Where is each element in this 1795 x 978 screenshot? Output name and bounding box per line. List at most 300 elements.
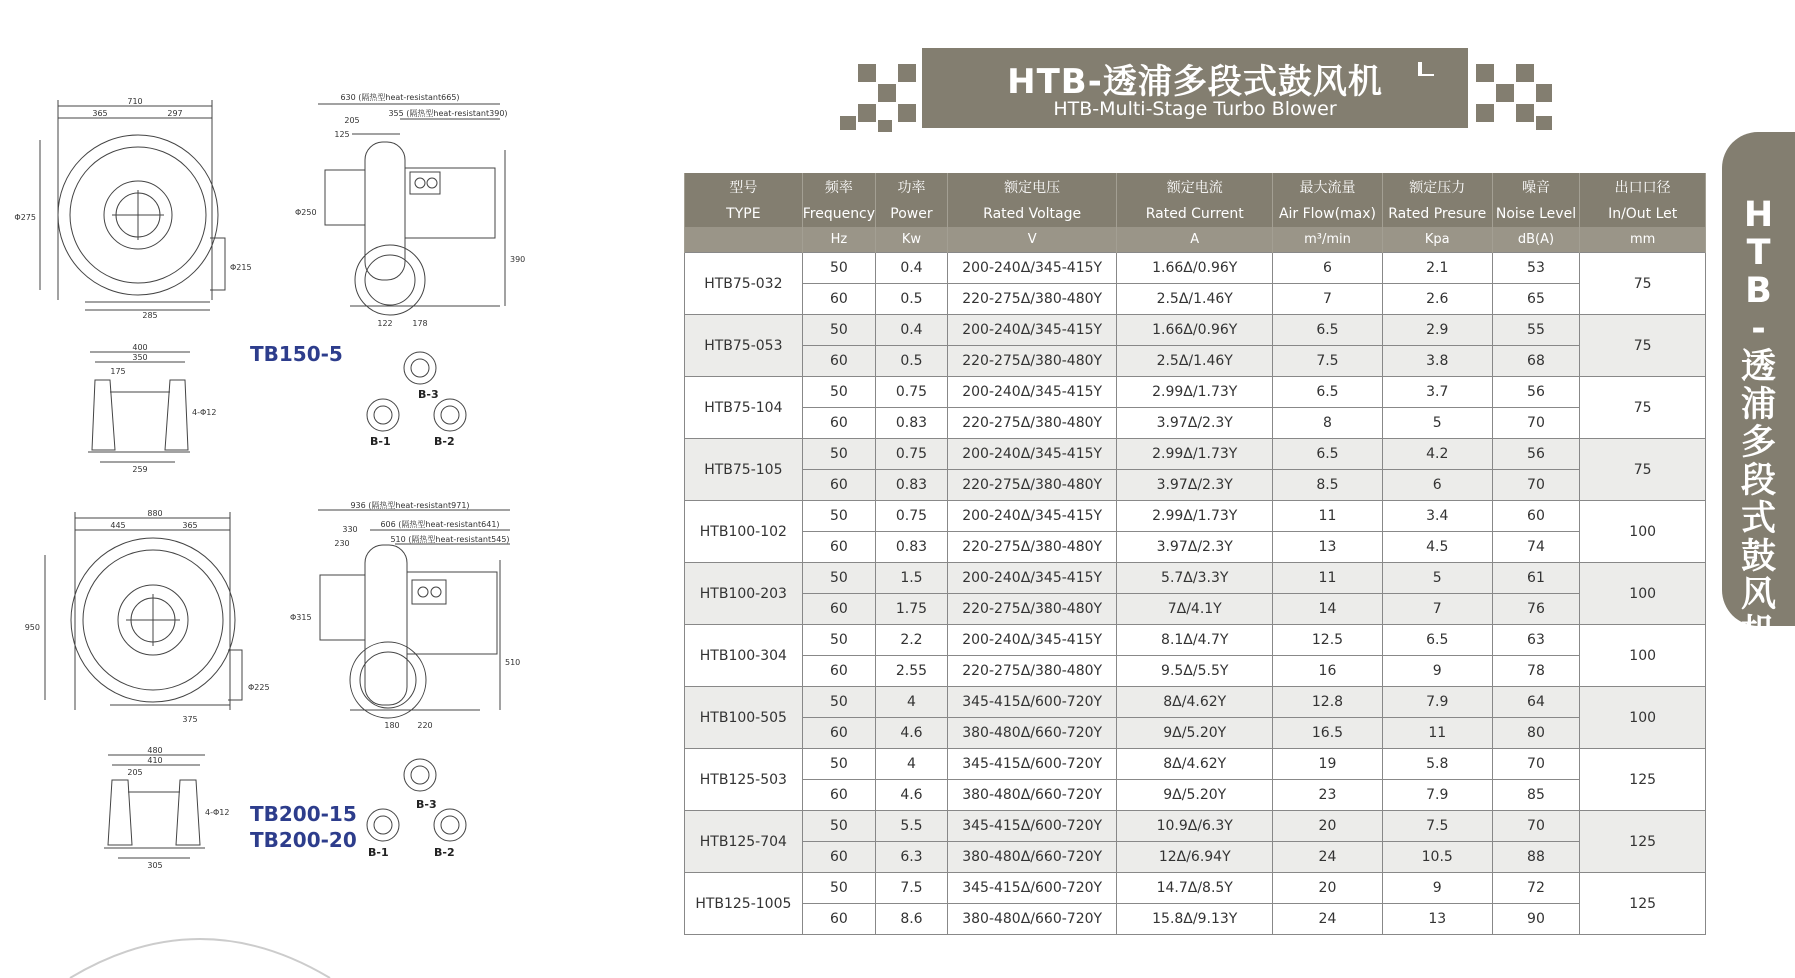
spec-cell-flow: 6.5 xyxy=(1273,377,1383,408)
model-type-cell: HTB100-304 xyxy=(685,625,803,687)
spec-cell-v: 220-275Δ/380-480Y xyxy=(947,470,1117,501)
dim-label: 297 xyxy=(167,109,183,118)
dim-label: 365 xyxy=(182,521,198,530)
spec-cell-db: 55 xyxy=(1492,315,1580,346)
spec-cell-a: 2.99Δ/1.73Y xyxy=(1117,501,1273,532)
spec-cell-hz: 60 xyxy=(802,656,875,687)
spec-cell-kw: 0.83 xyxy=(876,470,948,501)
spec-cell-kw: 0.4 xyxy=(876,315,948,346)
spec-cell-hz: 60 xyxy=(802,408,875,439)
outlet-cell: 125 xyxy=(1580,873,1706,935)
spec-cell-v: 200-240Δ/345-415Y xyxy=(947,563,1117,594)
spec-cell-kpa: 11 xyxy=(1382,718,1492,749)
spec-cell-a: 2.99Δ/1.73Y xyxy=(1117,377,1273,408)
spec-cell-a: 9Δ/5.20Y xyxy=(1117,718,1273,749)
orientation-b2-label: B-2 xyxy=(434,435,455,448)
table-row xyxy=(685,811,1706,842)
column-header: Frequency xyxy=(802,200,875,227)
table-row xyxy=(685,408,1706,439)
dim-label: 4-Φ12 xyxy=(192,408,217,417)
spec-cell-kw: 0.75 xyxy=(876,439,948,470)
spec-cell-kpa: 7.9 xyxy=(1382,687,1492,718)
spec-cell-flow: 11 xyxy=(1273,501,1383,532)
header-row xyxy=(685,200,1706,227)
dim-label: 365 xyxy=(92,109,108,118)
page-title: HTB-透浦多段式鼓风机 xyxy=(1007,62,1383,102)
table-row xyxy=(685,563,1706,594)
side-tab xyxy=(1722,132,1795,653)
spec-cell-v: 345-415Δ/600-720Y xyxy=(947,687,1117,718)
dim-label: 710 xyxy=(127,97,143,106)
column-header: Noise Level xyxy=(1492,200,1580,227)
tb200-front-view xyxy=(104,755,205,858)
spec-cell-db: 53 xyxy=(1492,253,1580,284)
column-header: 功率 xyxy=(876,173,948,200)
tb150-volute-view xyxy=(40,100,225,310)
model-label-tb200-15: TB200-15 xyxy=(250,802,357,826)
spec-cell-db: 78 xyxy=(1492,656,1580,687)
spec-cell-flow: 23 xyxy=(1273,780,1383,811)
side-tab-char: 风 xyxy=(1740,575,1776,615)
table-row xyxy=(685,346,1706,377)
table-row xyxy=(685,625,1706,656)
model-type-cell: HTB100-505 xyxy=(685,687,803,749)
dim-label: 510 xyxy=(505,658,521,667)
spec-cell-flow: 20 xyxy=(1273,873,1383,904)
column-header: A xyxy=(1117,227,1273,253)
orientation-b3-label: B-3 xyxy=(416,798,437,811)
spec-cell-hz: 60 xyxy=(802,532,875,563)
spec-cell-a: 15.8Δ/9.13Y xyxy=(1117,904,1273,935)
table-row xyxy=(685,470,1706,501)
dim-label: 305 xyxy=(147,861,163,870)
spec-cell-db: 72 xyxy=(1492,873,1580,904)
spec-cell-db: 70 xyxy=(1492,749,1580,780)
orientation-b1-label: B-1 xyxy=(370,435,391,448)
spec-cell-v: 380-480Δ/660-720Y xyxy=(947,780,1117,811)
technical-drawings xyxy=(0,0,640,978)
dim-label: 230 xyxy=(334,539,350,548)
spec-cell-kpa: 6.5 xyxy=(1382,625,1492,656)
spec-cell-a: 2.5Δ/1.46Y xyxy=(1117,346,1273,377)
spec-cell-flow: 8 xyxy=(1273,408,1383,439)
dim-label: 375 xyxy=(182,715,198,724)
spec-cell-v: 220-275Δ/380-480Y xyxy=(947,284,1117,315)
header-row xyxy=(685,173,1706,200)
spec-cell-db: 60 xyxy=(1492,501,1580,532)
side-tab-char: 浦 xyxy=(1740,385,1776,425)
spec-cell-flow: 16.5 xyxy=(1273,718,1383,749)
spec-cell-a: 8Δ/4.62Y xyxy=(1117,687,1273,718)
spec-cell-flow: 8.5 xyxy=(1273,470,1383,501)
orientation-b2-label: B-2 xyxy=(434,846,455,859)
dim-label: 122 xyxy=(377,319,393,328)
table-row xyxy=(685,904,1706,935)
column-header: 出口口径 xyxy=(1580,173,1706,200)
spec-cell-db: 64 xyxy=(1492,687,1580,718)
outlet-cell: 75 xyxy=(1580,377,1706,439)
dim-label: 390 xyxy=(510,255,526,264)
dim-label: 355 (隔热型heat-resistant390) xyxy=(388,109,508,118)
dim-label: 950 xyxy=(24,623,40,632)
spec-cell-hz: 50 xyxy=(802,563,875,594)
side-tab-char: B xyxy=(1745,271,1772,311)
table-row xyxy=(685,253,1706,284)
table-row xyxy=(685,687,1706,718)
model-type-cell: HTB125-503 xyxy=(685,749,803,811)
spec-cell-kpa: 9 xyxy=(1382,656,1492,687)
spec-cell-v: 345-415Δ/600-720Y xyxy=(947,873,1117,904)
table-row xyxy=(685,377,1706,408)
spec-cell-flow: 7.5 xyxy=(1273,346,1383,377)
table-row xyxy=(685,501,1706,532)
table-row xyxy=(685,656,1706,687)
spec-cell-flow: 6.5 xyxy=(1273,315,1383,346)
spec-cell-db: 70 xyxy=(1492,470,1580,501)
side-tab-char: T xyxy=(1746,233,1771,273)
model-type-cell: HTB75-104 xyxy=(685,377,803,439)
table-row xyxy=(685,315,1706,346)
spec-cell-kpa: 2.6 xyxy=(1382,284,1492,315)
spec-cell-flow: 6.5 xyxy=(1273,439,1383,470)
column-header: m³/min xyxy=(1273,227,1383,253)
spec-cell-db: 63 xyxy=(1492,625,1580,656)
spec-cell-a: 7Δ/4.1Y xyxy=(1117,594,1273,625)
dim-label: 175 xyxy=(110,367,126,376)
dim-label: 205 xyxy=(127,768,143,777)
spec-cell-flow: 12.5 xyxy=(1273,625,1383,656)
spec-cell-db: 90 xyxy=(1492,904,1580,935)
tb150-front-view xyxy=(88,352,190,462)
spec-cell-kw: 7.5 xyxy=(876,873,948,904)
outlet-cell: 100 xyxy=(1580,687,1706,749)
spec-cell-kw: 6.3 xyxy=(876,842,948,873)
side-tab-char: 透 xyxy=(1740,347,1776,387)
spec-cell-db: 88 xyxy=(1492,842,1580,873)
column-header: In/Out Let xyxy=(1580,200,1706,227)
dim-label: 178 xyxy=(412,319,428,328)
dim-label: 205 xyxy=(344,116,360,125)
dim-label: 125 xyxy=(334,130,350,139)
spec-cell-v: 200-240Δ/345-415Y xyxy=(947,625,1117,656)
spec-cell-db: 70 xyxy=(1492,811,1580,842)
spec-cell-db: 74 xyxy=(1492,532,1580,563)
spec-cell-v: 345-415Δ/600-720Y xyxy=(947,811,1117,842)
spec-cell-kw: 0.75 xyxy=(876,501,948,532)
spec-cell-a: 12Δ/6.94Y xyxy=(1117,842,1273,873)
spec-cell-kpa: 7 xyxy=(1382,594,1492,625)
spec-cell-kw: 0.83 xyxy=(876,408,948,439)
spec-cell-db: 80 xyxy=(1492,718,1580,749)
dim-label: 400 xyxy=(132,343,148,352)
spec-cell-a: 9.5Δ/5.5Y xyxy=(1117,656,1273,687)
spec-cell-a: 5.7Δ/3.3Y xyxy=(1117,563,1273,594)
spec-cell-kw: 2.2 xyxy=(876,625,948,656)
spec-cell-v: 220-275Δ/380-480Y xyxy=(947,532,1117,563)
dim-label: 510 (隔热型heat-resistant545) xyxy=(390,535,510,544)
spec-cell-a: 2.99Δ/1.73Y xyxy=(1117,439,1273,470)
spec-cell-v: 200-240Δ/345-415Y xyxy=(947,253,1117,284)
spec-cell-hz: 60 xyxy=(802,594,875,625)
spec-cell-db: 56 xyxy=(1492,377,1580,408)
column-header: V xyxy=(947,227,1117,253)
spec-cell-hz: 60 xyxy=(802,780,875,811)
spec-cell-v: 380-480Δ/660-720Y xyxy=(947,842,1117,873)
spec-cell-kpa: 7.9 xyxy=(1382,780,1492,811)
orientation-b3-label: B-3 xyxy=(418,388,439,401)
model-label-tb150: TB150-5 xyxy=(250,342,343,366)
column-header xyxy=(685,227,803,253)
spec-cell-kw: 0.4 xyxy=(876,253,948,284)
spec-cell-v: 380-480Δ/660-720Y xyxy=(947,904,1117,935)
spec-cell-kpa: 5.8 xyxy=(1382,749,1492,780)
spec-cell-hz: 60 xyxy=(802,718,875,749)
spec-cell-kpa: 7.5 xyxy=(1382,811,1492,842)
table-row xyxy=(685,439,1706,470)
spec-cell-kpa: 13 xyxy=(1382,904,1492,935)
spec-cell-kpa: 3.4 xyxy=(1382,501,1492,532)
dim-label: 480 xyxy=(147,746,163,755)
spec-cell-kw: 0.5 xyxy=(876,346,948,377)
spec-table-header xyxy=(685,173,1706,253)
side-tab-char: 鼓 xyxy=(1740,537,1776,577)
spec-cell-db: 56 xyxy=(1492,439,1580,470)
spec-cell-hz: 50 xyxy=(802,439,875,470)
outlet-cell: 75 xyxy=(1580,315,1706,377)
table-row xyxy=(685,532,1706,563)
column-header: dB(A) xyxy=(1492,227,1580,253)
spec-cell-v: 220-275Δ/380-480Y xyxy=(947,346,1117,377)
dim-label: 630 (隔热型heat-resistant665) xyxy=(340,93,460,102)
product-photo-edge xyxy=(70,939,330,978)
dim-label: 350 xyxy=(132,353,148,362)
column-header: 额定压力 xyxy=(1382,173,1492,200)
spec-cell-hz: 50 xyxy=(802,253,875,284)
spec-cell-hz: 60 xyxy=(802,284,875,315)
column-header: Air Flow(max) xyxy=(1273,200,1383,227)
spec-cell-kpa: 4.5 xyxy=(1382,532,1492,563)
spec-cell-kpa: 10.5 xyxy=(1382,842,1492,873)
spec-cell-kpa: 9 xyxy=(1382,873,1492,904)
spec-cell-kw: 0.83 xyxy=(876,532,948,563)
spec-cell-v: 200-240Δ/345-415Y xyxy=(947,315,1117,346)
outlet-cell: 100 xyxy=(1580,563,1706,625)
spec-cell-flow: 11 xyxy=(1273,563,1383,594)
side-tab-char: 机 xyxy=(1740,613,1776,653)
dim-label: Φ250 xyxy=(295,208,317,217)
dim-label: 259 xyxy=(132,465,148,474)
spec-cell-a: 3.97Δ/2.3Y xyxy=(1117,408,1273,439)
header-row xyxy=(685,227,1706,253)
spec-cell-hz: 60 xyxy=(802,904,875,935)
model-label-tb200-20: TB200-20 xyxy=(250,828,357,852)
dim-label: 285 xyxy=(142,311,158,320)
spec-cell-a: 8Δ/4.62Y xyxy=(1117,749,1273,780)
spec-cell-kpa: 3.7 xyxy=(1382,377,1492,408)
spec-cell-a: 9Δ/5.20Y xyxy=(1117,780,1273,811)
spec-cell-a: 10.9Δ/6.3Y xyxy=(1117,811,1273,842)
dim-label: 220 xyxy=(417,721,433,730)
spec-cell-db: 61 xyxy=(1492,563,1580,594)
spec-cell-hz: 50 xyxy=(802,811,875,842)
spec-cell-hz: 50 xyxy=(802,625,875,656)
outlet-cell: 100 xyxy=(1580,501,1706,563)
spec-cell-flow: 24 xyxy=(1273,904,1383,935)
column-header: 频率 xyxy=(802,173,875,200)
spec-cell-v: 345-415Δ/600-720Y xyxy=(947,749,1117,780)
table-row xyxy=(685,780,1706,811)
spec-cell-db: 85 xyxy=(1492,780,1580,811)
spec-cell-flow: 6 xyxy=(1273,253,1383,284)
dim-label: 4-Φ12 xyxy=(205,808,230,817)
spec-cell-v: 200-240Δ/345-415Y xyxy=(947,501,1117,532)
side-tab-char: H xyxy=(1743,195,1774,235)
column-header: Kpa xyxy=(1382,227,1492,253)
spec-cell-a: 1.66Δ/0.96Y xyxy=(1117,315,1273,346)
column-header: Rated Presure xyxy=(1382,200,1492,227)
table-row xyxy=(685,594,1706,625)
model-type-cell: HTB75-032 xyxy=(685,253,803,315)
spec-cell-flow: 13 xyxy=(1273,532,1383,563)
spec-cell-hz: 50 xyxy=(802,501,875,532)
outlet-cell: 125 xyxy=(1580,811,1706,873)
spec-cell-hz: 50 xyxy=(802,377,875,408)
spec-cell-db: 65 xyxy=(1492,284,1580,315)
spec-cell-v: 200-240Δ/345-415Y xyxy=(947,377,1117,408)
spec-cell-kw: 4 xyxy=(876,687,948,718)
spec-cell-hz: 60 xyxy=(802,842,875,873)
side-tab-text xyxy=(1722,196,1795,652)
spec-cell-a: 8.1Δ/4.7Y xyxy=(1117,625,1273,656)
spec-cell-kw: 4.6 xyxy=(876,718,948,749)
tb200-volute-view xyxy=(45,512,242,710)
dim-label: Φ225 xyxy=(248,683,270,692)
spec-cell-hz: 50 xyxy=(802,687,875,718)
spec-cell-kpa: 5 xyxy=(1382,408,1492,439)
outlet-cell: 100 xyxy=(1580,625,1706,687)
column-header: Rated Voltage xyxy=(947,200,1117,227)
spec-cell-a: 3.97Δ/2.3Y xyxy=(1117,532,1273,563)
spec-cell-flow: 12.8 xyxy=(1273,687,1383,718)
spec-cell-kw: 1.75 xyxy=(876,594,948,625)
dim-label: 410 xyxy=(147,756,163,765)
spec-cell-kpa: 2.1 xyxy=(1382,253,1492,284)
spec-cell-db: 70 xyxy=(1492,408,1580,439)
spec-cell-kpa: 5 xyxy=(1382,563,1492,594)
dim-label: Φ315 xyxy=(290,613,312,622)
spec-cell-kw: 1.5 xyxy=(876,563,948,594)
spec-cell-v: 200-240Δ/345-415Y xyxy=(947,439,1117,470)
spec-cell-kw: 4 xyxy=(876,749,948,780)
outlet-cell: 75 xyxy=(1580,439,1706,501)
title-banner xyxy=(922,48,1468,128)
table-row xyxy=(685,842,1706,873)
spec-cell-kpa: 2.9 xyxy=(1382,315,1492,346)
model-type-cell: HTB125-704 xyxy=(685,811,803,873)
table-row xyxy=(685,284,1706,315)
spec-cell-kpa: 3.8 xyxy=(1382,346,1492,377)
spec-cell-kw: 0.5 xyxy=(876,284,948,315)
spec-cell-flow: 16 xyxy=(1273,656,1383,687)
model-type-cell: HTB75-053 xyxy=(685,315,803,377)
spec-cell-hz: 50 xyxy=(802,749,875,780)
column-header: TYPE xyxy=(685,200,803,227)
spec-cell-hz: 50 xyxy=(802,873,875,904)
spec-cell-a: 3.97Δ/2.3Y xyxy=(1117,470,1273,501)
model-type-cell: HTB125-1005 xyxy=(685,873,803,935)
dim-label: 936 (隔热型heat-resistant971) xyxy=(350,501,470,510)
spec-cell-v: 220-275Δ/380-480Y xyxy=(947,656,1117,687)
dim-label: 180 xyxy=(384,721,400,730)
outlet-cell: 75 xyxy=(1580,253,1706,315)
spec-cell-v: 220-275Δ/380-480Y xyxy=(947,594,1117,625)
spec-cell-kw: 2.55 xyxy=(876,656,948,687)
column-header: Kw xyxy=(876,227,948,253)
column-header: Power xyxy=(876,200,948,227)
dim-label: 330 xyxy=(342,525,358,534)
dim-label: 880 xyxy=(147,509,163,518)
spec-cell-kpa: 6 xyxy=(1382,470,1492,501)
model-type-cell: HTB75-105 xyxy=(685,439,803,501)
side-tab-char: 多 xyxy=(1740,423,1776,463)
column-header: Hz xyxy=(802,227,875,253)
spec-cell-a: 14.7Δ/8.5Y xyxy=(1117,873,1273,904)
tb150-orientation-icons xyxy=(367,352,466,431)
side-tab-char: - xyxy=(1751,309,1766,349)
column-header: 噪音 xyxy=(1492,173,1580,200)
spec-cell-hz: 60 xyxy=(802,346,875,377)
spec-cell-a: 2.5Δ/1.46Y xyxy=(1117,284,1273,315)
column-header: 额定电流 xyxy=(1117,173,1273,200)
column-header: Rated Current xyxy=(1117,200,1273,227)
spec-cell-kw: 5.5 xyxy=(876,811,948,842)
table-row xyxy=(685,749,1706,780)
table-row xyxy=(685,873,1706,904)
table-row xyxy=(685,718,1706,749)
outlet-cell: 125 xyxy=(1580,749,1706,811)
spec-cell-kw: 4.6 xyxy=(876,780,948,811)
spec-cell-kw: 8.6 xyxy=(876,904,948,935)
page-subtitle: HTB-Multi-Stage Turbo Blower xyxy=(1053,98,1337,120)
dim-label: Φ215 xyxy=(230,263,252,272)
side-tab-char: 式 xyxy=(1740,499,1776,539)
spec-cell-v: 380-480Δ/660-720Y xyxy=(947,718,1117,749)
spec-table-body xyxy=(685,253,1706,935)
spec-cell-flow: 20 xyxy=(1273,811,1383,842)
model-type-cell: HTB100-102 xyxy=(685,501,803,563)
side-tab-char: 段 xyxy=(1740,461,1776,501)
spec-cell-flow: 24 xyxy=(1273,842,1383,873)
spec-cell-db: 68 xyxy=(1492,346,1580,377)
model-type-cell: HTB100-203 xyxy=(685,563,803,625)
dim-label: Φ275 xyxy=(14,213,36,222)
spec-cell-a: 1.66Δ/0.96Y xyxy=(1117,253,1273,284)
spec-cell-hz: 50 xyxy=(802,315,875,346)
spec-cell-kw: 0.75 xyxy=(876,377,948,408)
column-header: mm xyxy=(1580,227,1706,253)
spec-cell-flow: 7 xyxy=(1273,284,1383,315)
spec-cell-flow: 14 xyxy=(1273,594,1383,625)
column-header: 额定电压 xyxy=(947,173,1117,200)
spec-cell-v: 220-275Δ/380-480Y xyxy=(947,408,1117,439)
column-header: 型号 xyxy=(685,173,803,200)
spec-cell-flow: 19 xyxy=(1273,749,1383,780)
spec-cell-db: 76 xyxy=(1492,594,1580,625)
spec-cell-kpa: 4.2 xyxy=(1382,439,1492,470)
orientation-b1-label: B-1 xyxy=(368,846,389,859)
dim-label: 445 xyxy=(110,521,126,530)
column-header: 最大流量 xyxy=(1273,173,1383,200)
